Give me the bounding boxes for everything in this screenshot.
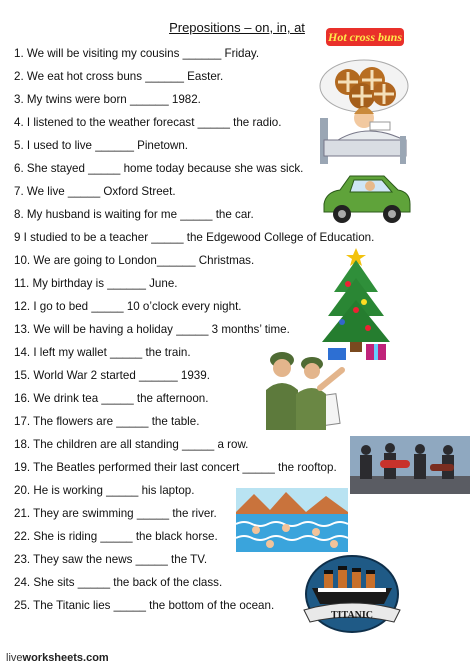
sick-in-bed-image <box>318 96 410 168</box>
sentence-15: 15. World War 2 started ______ 1939. <box>14 369 210 382</box>
sentence-4: 4. I listened to the weather forecast _____ the radio. <box>14 116 282 129</box>
sentence-7: 7. We live _____ Oxford Street. <box>14 185 176 198</box>
sentence-19: 19. The Beatles performed their last concert _____ the rooftop. <box>14 461 337 474</box>
sentence-21: 21. They are swimming _____ the river. <box>14 507 217 520</box>
sentence-6: 6. She stayed _____ home today because she was sick. <box>14 162 304 175</box>
sentence-9: 9 I studied to be a teacher _____ the Edgewood College of Education. <box>14 231 375 244</box>
sentence-5: 5. I used to live ______ Pinetown. <box>14 139 189 152</box>
sentence-23: 23. They saw the news _____ the TV. <box>14 553 208 566</box>
sentence-18: 18. The children are all standing _____ a row. <box>14 438 249 451</box>
sentence-1: 1. We will be visiting my cousins ______ Friday. <box>14 47 260 60</box>
car-image <box>318 170 414 226</box>
sentence-13: 13. We will be having a holiday _____ 3 months’ time. <box>14 323 290 336</box>
worksheet-title: Prepositions – on, in, at <box>169 20 305 35</box>
sentence-22: 22. She is riding _____ the black horse. <box>14 530 218 543</box>
sentence-3: 3. My twins were born ______ 1982. <box>14 93 201 106</box>
sentence-12: 12. I go to bed _____ 10 o’clock every night. <box>14 300 242 313</box>
titanic-banner-text: TITANIC <box>330 610 374 621</box>
rooftop-concert-image <box>350 436 470 494</box>
sentence-8: 8. My husband is waiting for me _____ the car. <box>14 208 254 221</box>
christmas-tree-image <box>320 244 392 362</box>
sentence-16: 16. We drink tea _____ the afternoon. <box>14 392 209 405</box>
swimming-river-image <box>236 488 348 552</box>
sentence-20: 20. He is working _____ his laptop. <box>14 484 195 497</box>
footer-brand[interactable] <box>6 652 109 664</box>
brand-suffix: worksheets.com <box>22 652 109 664</box>
buns-sign-text: Hot cross buns <box>327 30 403 44</box>
sentence-2: 2. We eat hot cross buns ______ Easter. <box>14 70 224 83</box>
sentence-25: 25. The Titanic lies _____ the bottom of the ocean. <box>14 599 275 612</box>
sentence-24: 24. She sits _____ the back of the class. <box>14 576 223 589</box>
sentence-10: 10. We are going to London______ Christmas. <box>14 254 255 267</box>
brand-prefix: live <box>6 652 23 664</box>
sentence-17: 17. The flowers are _____ the table. <box>14 415 200 428</box>
sentence-11: 11. My birthday is ______ June. <box>14 277 178 290</box>
soldiers-image <box>260 346 346 432</box>
titanic-image <box>302 552 402 636</box>
sentence-14: 14. I left my wallet _____ the train. <box>14 346 191 359</box>
